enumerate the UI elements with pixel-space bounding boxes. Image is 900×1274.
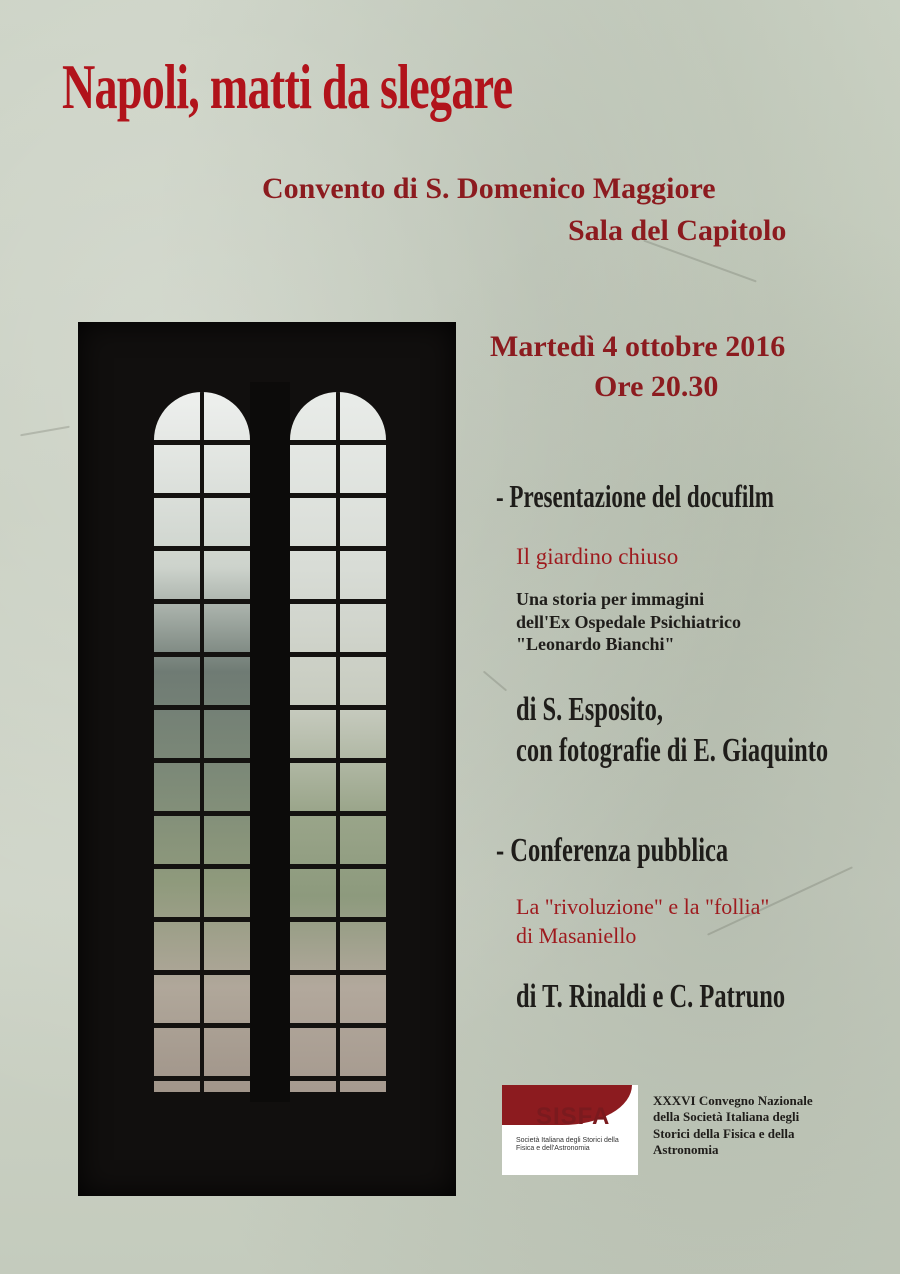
film-desc-line: dell'Ex Ospedale Psichiatrico [516, 611, 741, 632]
venue-line-1: Convento di S. Domenico Maggiore [262, 172, 716, 205]
film-authors [516, 690, 828, 772]
film-author-line: di S. Esposito, [516, 691, 663, 728]
wall-crack [483, 671, 507, 692]
poster-title: Napoli, matti da slegare [62, 51, 513, 122]
film-desc-line: Una storia per immagini [516, 589, 705, 609]
film-desc-line: "Leonardo Bianchi" [516, 634, 675, 654]
event-date: Martedì 4 ottobre 2016 [490, 330, 786, 363]
wall-crack [20, 426, 70, 437]
logo-subtitle: Società Italiana degli Storici della Fisica e dell'Astronomia [516, 1137, 619, 1153]
convegno-line: della Società Italiana degli [653, 1109, 800, 1125]
talk-title [516, 893, 769, 950]
film-description [516, 588, 741, 656]
talk-title-line: di Masaniello [516, 922, 637, 948]
section-heading-conferenza: - Conferenza pubblica [496, 832, 729, 869]
convegno-line: Astronomia [653, 1141, 719, 1157]
venue-line-2: Sala del Capitolo [568, 214, 787, 247]
window-mullion [250, 382, 290, 1102]
convegno-line: XXXVI Convegno Nazionale [653, 1093, 813, 1108]
talk-authors: di T. Rinaldi e C. Patruno [516, 978, 786, 1015]
convegno-line: Storici della Fisica e della [653, 1125, 795, 1141]
convegno-text [653, 1093, 893, 1158]
window-pane-right [290, 392, 386, 1092]
window-pane-left [154, 392, 250, 1092]
film-title: Il giardino chiuso [516, 544, 679, 569]
talk-title-line: La "rivoluzione" e la "follia" [516, 894, 770, 919]
logo-name: SISFA [536, 1103, 611, 1130]
section-heading-docufilm: - Presentazione del docufilm [496, 478, 774, 514]
sisfa-logo [502, 1085, 638, 1175]
window-photo [78, 322, 456, 1196]
film-author-line: con fotografie di E. Giaquinto [516, 731, 829, 769]
event-time: Ore 20.30 [594, 370, 719, 403]
